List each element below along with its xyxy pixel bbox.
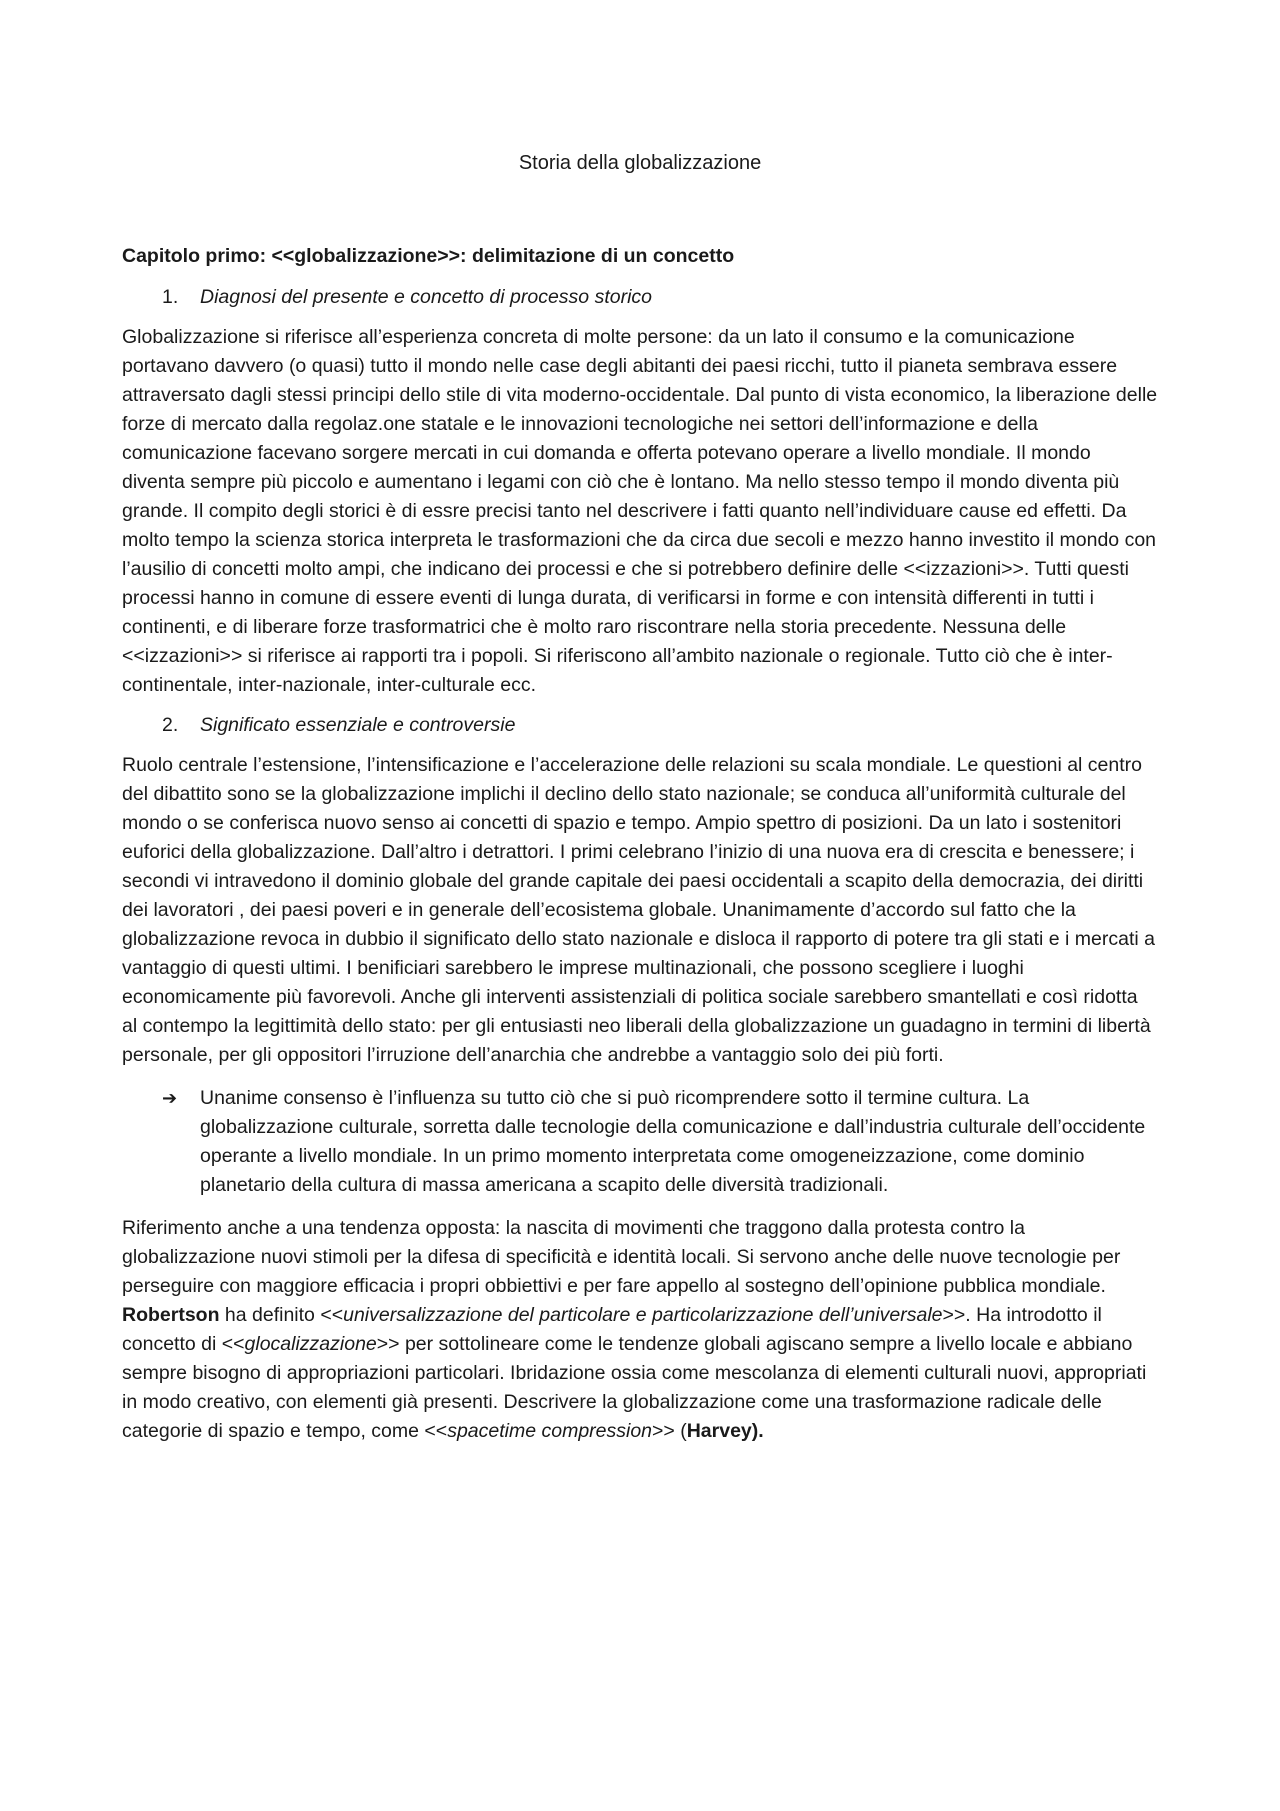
section-title: Significato essenziale e controversie [200,714,516,736]
author-name: Harvey). [686,1420,764,1442]
text-run: >> ( [652,1420,687,1442]
section-heading-2 [162,714,1158,737]
quoted-term: glocalizzazione [244,1333,377,1355]
bullet-item [162,1084,1158,1200]
quoted-term: spacetime compression [447,1420,653,1442]
text-run: >>. Ha introdotto il concetto di << [122,1304,1102,1355]
section-heading-1 [162,286,1158,309]
text-run: Riferimento anche a una tendenza opposta: la nascita di movimenti che traggono dalla protesta contro la globalizzazione nuovi stimoli per la difesa di specificità e identità locali. Si servono anche delle nuove tecnologie per perseguire con maggiore efficacia i propri obbiettivi e per fare appello al sostegno dell’opinione pubblica mondiale. [122,1217,1121,1297]
final-paragraph [122,1214,1158,1446]
quoted-term: universalizzazione del particolare e particolarizzazione dell’universale [343,1304,943,1326]
arrow-right-icon: ➔ [162,1088,178,1108]
section-number: 1. [162,286,179,308]
section-title: Diagnosi del presente e concetto di processo storico [200,286,653,308]
text-run: >> per sottolineare come le tendenze globali agiscano sempre a livello locale e abbiano sempre bisogno di appropriazioni particolari. Ibridazione ossia come mescolanza di elementi culturali nuovi, appropriati in modo creativo, con elementi già presenti. Descrivere la globalizzazione come una trasformazione radicale delle categorie di spazio e tempo, come << [122,1333,1147,1442]
section-number: 2. [162,714,179,736]
chapter-heading: Capitolo primo: <<globalizzazione>>: delimitazione di un concetto [122,245,735,267]
author-name: Robertson [122,1304,220,1326]
section-paragraph-1: Globalizzazione si riferisce all’esperienza concreta di molte persone: da un lato il consumo e la comunicazione portavano davvero (o quasi) tutto il mondo nelle case degli abitanti dei paesi ricchi, tutto il pianeta sembrava essere attraversato dagli stessi principi dello stile di vita moderno-occidentale. Dal punto di vista economico, la liberazione delle forze di mercato dalla regolaz.one statale e le innovazioni tecnologiche nei settori dell’informazione e della comunicazione facevano sorgere mercati in cui domanda e offerta potevano operare a livello mondiale. Il mondo diventa sempre più piccolo e aumentano i legami con ciò che è lontano. Ma nello stesso tempo il mondo diventa più grande. Il compito degli storici è di essre precisi tanto nel descrivere i fatti quanto nell’individuare cause ed effetti. Da molto tempo la scienza storica interpreta le trasformazioni che da circa due secoli e mezzo hanno investito il mondo con l’ausilio di concetti molto ampi, che indicano dei processi e che si potrebbero definire delle <<izzazioni>>. Tutti questi processi hanno in comune di essere eventi di lunga durata, di verificarsi in forme e con intensità differenti in tutti i continenti, e di liberare forze trasformatrici che è molto raro riscontrare nella storia precedente. Nessuna delle <<izzazioni>> si riferisce ai rapporti tra i popoli. Si riferiscono all’ambito nazionale o regionale. Tutto ciò che è inter-continentale, inter-nazionale, inter-culturale ecc. [122,326,1158,696]
section-paragraph-2: Ruolo centrale l’estensione, l’intensificazione e l’accelerazione delle relazioni su scala mondiale. Le questioni al centro del dibattito sono se la globalizzazione implichi il declino dello stato nazionale; se conduca all’uniformità culturale del mondo o se conferisca nuovo senso ai concetti di spazio e tempo. Ampio spettro di posizioni. Da un lato i sostenitori euforici della globalizzazione. Dall’altro i detrattori. I primi celebrano l’inizio di una nuova era di crescita e benessere; i secondi vi intravedono il dominio globale del grande capitale dei paesi occidentali a scapito della democrazia, dei diritti dei lavoratori , dei paesi poveri e in generale dell’ecosistema globale. Unanimamente d’accordo sul fatto che la globalizzazione revoca in dubbio il significato dello stato nazionale e disloca il rapporto di potere tra gli stati e i mercati a vantaggio di questi ultimi. I benificiari sarebbero le imprese multinazionali, che possono scegliere i luoghi economicamente più favorevoli. Anche gli interventi assistenziali di politica sociale sarebbero smantellati e così ridotta al contempo la legittimità dello stato: per gli entusiasti neo liberali della globalizzazione un guadagno in termini di libertà personale, per gli oppositori l’irruzione dell’anarchia che andrebbe a vantaggio solo dei più forti. [122,754,1155,1066]
document-title: Storia della globalizzazione [518,152,762,174]
text-run: ha definito << [219,1304,344,1326]
bullet-text: Unanime consenso è l’influenza su tutto ciò che si può ricomprendere sotto il termine cultura. La globalizzazione culturale, sorretta dalle tecnologie della comunicazione e dall’industria culturale dell’occidente operante a livello mondiale. In un primo momento interpretata come omogeneizzazione, come dominio planetario della cultura di massa americana a scapito delle diversità tradizionali. [200,1087,1146,1196]
